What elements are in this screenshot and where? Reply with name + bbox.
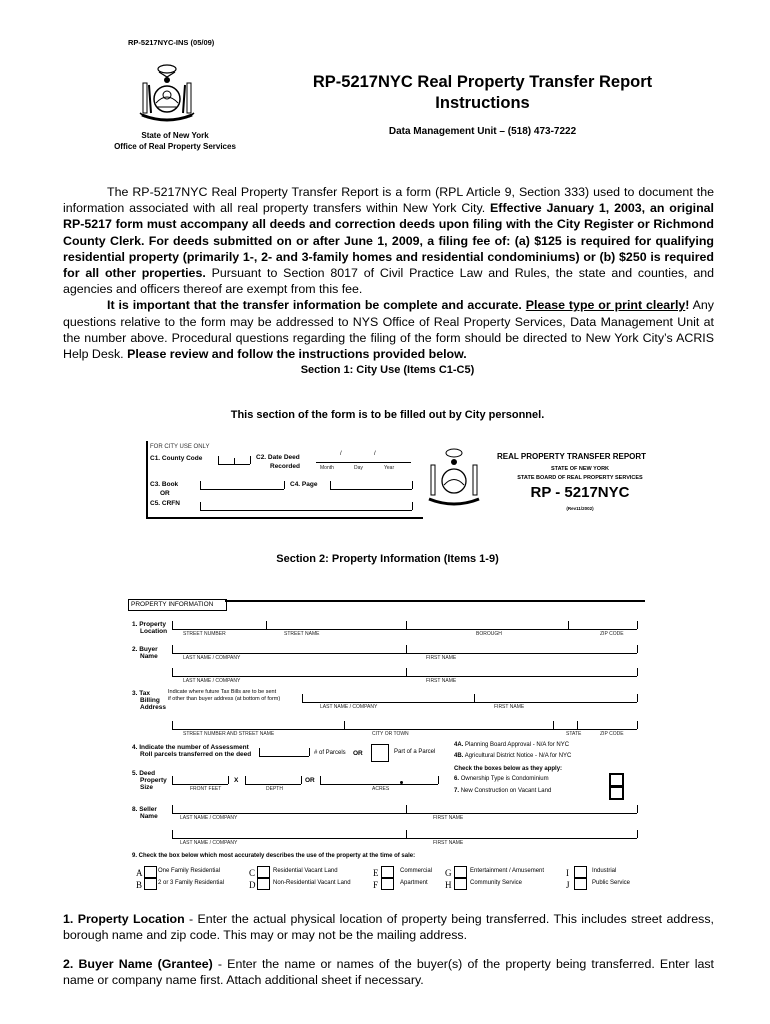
acres-caption: ACRES xyxy=(372,786,390,792)
use-G-checkbox[interactable] xyxy=(454,866,467,878)
c2-label xyxy=(256,454,300,470)
title-line-2: Instructions xyxy=(435,94,530,112)
use-C-code: C xyxy=(249,868,256,878)
c2-date-field[interactable] xyxy=(316,462,411,463)
item9-label: 9. Check the box below which most accurately describes the use of the property at the time of sale: xyxy=(132,853,416,859)
instruction-2-title: 2. Buyer Name (Grantee) xyxy=(63,957,213,971)
item7-text: New Construction on Vacant Land xyxy=(460,788,552,794)
title-line-1: RP-5217NYC Real Property Transfer Report xyxy=(312,73,653,91)
intro-paragraph-2 xyxy=(63,297,714,362)
section1-subheading: This section of the form is to be filled out by City personnel. xyxy=(230,409,545,421)
tax-billing-name-field[interactable] xyxy=(302,702,637,703)
c5-label: C5. CRFN xyxy=(150,500,180,507)
item4B xyxy=(454,753,571,759)
use-A-label: One Family Residential xyxy=(158,868,221,874)
use-J-code: J xyxy=(566,880,570,890)
c4-label: C4. Page xyxy=(290,481,318,488)
contact-info: Data Management Unit – (518) 473-7222 xyxy=(388,126,577,137)
item7-code: 7. xyxy=(454,788,460,794)
instruction-2-text: - Enter the name or names of the buyer(s) of the property being transferred. Enter last name or company name first. Attach additional sheet if necessary. xyxy=(63,957,714,988)
tax-first-caption: FIRST NAME xyxy=(494,704,525,710)
buyer-name-field-1[interactable] xyxy=(172,653,637,654)
item3-line-1: 3. Tax xyxy=(132,690,150,697)
use-D-label: Non-Residential Vacant Land xyxy=(273,880,351,886)
condominium-checkbox[interactable] xyxy=(609,773,624,787)
zip-caption-2: ZIP CODE xyxy=(600,731,624,737)
use-C-label: Residential Vacant Land xyxy=(273,868,338,874)
buyer-name-field-2[interactable] xyxy=(172,676,637,677)
use-E-checkbox[interactable] xyxy=(381,866,394,878)
form-code: RP - 5217NYC xyxy=(530,484,630,501)
intro-p1-c: Pursuant to Section 8017 of Civil Practice Law and Rules, the state and counties, and agencies and officers thereof are exempt from this fee. xyxy=(63,266,714,297)
c3-book-field[interactable] xyxy=(200,489,284,490)
seller-last-caption-1: LAST NAME / COMPANY xyxy=(180,815,238,821)
check-boxes-note: Check the boxes below as they apply: xyxy=(454,766,563,772)
seller-first-caption-2: FIRST NAME xyxy=(433,840,464,846)
or-label: OR xyxy=(160,490,170,497)
agency-name xyxy=(100,130,250,152)
item1-line-1: 1. Property xyxy=(132,621,166,628)
item4-or: OR xyxy=(353,750,363,757)
form-rev: (Rev11/2002) xyxy=(566,506,594,511)
use-C-checkbox[interactable] xyxy=(257,866,270,878)
item5-line-3: Size xyxy=(140,784,154,791)
use-I-checkbox[interactable] xyxy=(574,866,587,878)
item3-note-2: if other than buyer address (at bottom of form) xyxy=(168,696,281,702)
acres-field[interactable] xyxy=(320,784,438,785)
item5-line-2: Property xyxy=(140,777,167,784)
intro-p1-b: Effective January 1, 2003, an original RP-5217 form must accompany all deeds and correction deeds upon filing with the City Register or Richmond County Clerk. For deeds submitted on or after June 1, 2009, a filing fee of: (a) $125 is required for qualifying residential property (primarily 1-, 2- and 3-family homes and residential condominiums) or (b) $250 is required for all other properties. xyxy=(63,201,714,281)
borough-caption: BOROUGH xyxy=(476,631,502,637)
use-A-checkbox[interactable] xyxy=(144,866,157,878)
item5-line-1: 5. Deed xyxy=(132,770,156,777)
item6 xyxy=(454,776,549,782)
c1-label: C1. County Code xyxy=(150,455,203,462)
size-or: OR xyxy=(305,777,315,784)
use-E-code: E xyxy=(373,868,379,878)
zip-caption: ZIP CODE xyxy=(600,631,624,637)
c4-page-field[interactable] xyxy=(330,489,412,490)
intro-p2-b: Please type or print clearly xyxy=(525,298,686,313)
new-construction-checkbox[interactable] xyxy=(609,786,624,800)
item6-code: 6. xyxy=(454,776,460,782)
seller-first-caption-1: FIRST NAME xyxy=(433,815,464,821)
seller-name-field-2[interactable] xyxy=(172,838,637,839)
ny-state-seal xyxy=(137,63,197,127)
document-code: RP-5217NYC-INS (05/09) xyxy=(128,38,215,47)
agency-line-1: State of New York xyxy=(141,131,209,140)
buyer-last-caption-2: LAST NAME / COMPANY xyxy=(183,678,241,684)
intro-p2-e: Please review and follow the instructions provided below. xyxy=(127,347,467,362)
decimal-point xyxy=(400,781,403,784)
section2-heading: Section 2: Property Information (Items 1-9) xyxy=(276,553,499,565)
item4B-code: 4B. xyxy=(454,753,464,759)
item2-label xyxy=(132,646,158,660)
parcels-label: # of Parcels xyxy=(314,750,346,756)
agency-line-2: Office of Real Property Services xyxy=(114,142,236,151)
item4A xyxy=(454,742,569,748)
seller-name-field-1[interactable] xyxy=(172,813,637,814)
c2-line-1: C2. Date Deed xyxy=(256,454,300,461)
month-label: Month xyxy=(320,465,334,471)
part-parcel-label: Part of a Parcel xyxy=(394,749,436,755)
buyer-first-caption-1: FIRST NAME xyxy=(426,655,457,661)
use-B-code: B xyxy=(136,880,143,890)
item3-note xyxy=(168,689,280,703)
use-B-label: 2 or 3 Family Residential xyxy=(158,880,225,886)
intro-p2-a: It is important that the transfer information be complete and accurate. xyxy=(107,298,522,313)
date-slash-2: / xyxy=(374,451,376,457)
item2-line-2: Name xyxy=(140,653,158,660)
year-label: Year xyxy=(384,465,395,471)
use-F-code: F xyxy=(373,880,379,890)
use-H-label: Community Service xyxy=(470,880,523,886)
state-caption: STATE xyxy=(566,731,582,737)
item1-label xyxy=(132,621,167,635)
item3-line-3: Address xyxy=(140,704,167,711)
item4-line-1: 4. Indicate the number of Assessment xyxy=(132,744,249,751)
street-num-name-caption: STREET NUMBER AND STREET NAME xyxy=(183,731,275,737)
form-state: STATE OF NEW YORK xyxy=(550,466,610,472)
instruction-2 xyxy=(63,956,714,988)
form-title: REAL PROPERTY TRANSFER REPORT xyxy=(497,452,647,461)
item6-text: Ownership Type is Condominium xyxy=(460,776,549,782)
property-location-field[interactable] xyxy=(172,629,637,630)
depth-caption: DEPTH xyxy=(266,786,283,792)
use-H-code: H xyxy=(445,880,452,890)
item3-note-1: Indicate where future Tax Bills are to be sent xyxy=(168,689,277,695)
section1-heading: Section 1: City Use (Items C1-C5) xyxy=(300,364,475,376)
use-J-checkbox[interactable] xyxy=(574,878,587,890)
item8-line-1: 8. Seller xyxy=(132,806,157,813)
tax-billing-address-field[interactable] xyxy=(172,729,637,730)
part-of-parcel-checkbox[interactable] xyxy=(371,744,389,762)
street-name-caption: STREET NAME xyxy=(284,631,320,637)
item4B-text: Agricultural District Notice - N/A for NYC xyxy=(464,753,572,759)
intro-text xyxy=(63,184,714,362)
use-D-code: D xyxy=(249,880,256,890)
front-feet-field[interactable] xyxy=(172,784,228,785)
property-info-tab: PROPERTY INFORMATION xyxy=(128,599,227,611)
intro-p2-c: ! xyxy=(685,298,690,313)
item4A-code: 4A. xyxy=(454,742,464,748)
seller-last-caption-2: LAST NAME / COMPANY xyxy=(180,840,238,846)
form-board: STATE BOARD OF REAL PROPERTY SERVICES xyxy=(517,475,643,481)
item2-line-1: 2. Buyer xyxy=(132,646,158,653)
page-title xyxy=(285,72,680,114)
instruction-1 xyxy=(63,911,714,943)
c2-line-2: Recorded xyxy=(270,463,300,470)
use-B-checkbox[interactable] xyxy=(144,878,157,890)
street-number-caption: STREET NUMBER xyxy=(183,631,226,637)
form-seal-icon xyxy=(424,447,484,511)
item3-label xyxy=(132,690,166,711)
city-use-box xyxy=(146,441,423,519)
intro-p2-d: Any questions relative to the form may be addressed to NYS Office of Real Property Services, Data Management Unit at the number above. Procedural questions regarding the filing of the form should be directed to New York City’s ACRIS Help Desk. xyxy=(63,298,714,362)
use-I-code: I xyxy=(566,868,569,878)
day-label: Day xyxy=(354,465,363,471)
use-J-label: Public Service xyxy=(592,880,631,886)
tax-last-caption: LAST NAME / COMPANY xyxy=(320,704,378,710)
use-F-label: Apartment xyxy=(400,880,428,886)
use-G-code: G xyxy=(445,868,452,878)
depth-field[interactable] xyxy=(245,784,301,785)
use-I-label: Industrial xyxy=(592,868,617,874)
use-F-checkbox[interactable] xyxy=(381,878,394,890)
item4A-text: Planning Board Approval - N/A for NYC xyxy=(465,742,570,748)
item7 xyxy=(454,788,551,794)
c5-crfn-field[interactable] xyxy=(200,510,412,511)
c3-label: C3. Book xyxy=(150,481,179,488)
use-G-label: Entertainment / Amusement xyxy=(470,868,545,874)
item4-line-2: Roll parcels transferred on the deed xyxy=(140,751,252,758)
property-info-topline xyxy=(225,600,645,602)
item4-label xyxy=(132,744,251,758)
item3-line-2: Billing xyxy=(140,697,160,704)
item1-line-2: Location xyxy=(140,628,168,635)
item8-label xyxy=(132,806,158,820)
front-feet-caption: FRONT FEET xyxy=(190,786,222,792)
intro-p1-a: The RP-5217NYC Real Property Transfer Report is a form (RPL Article 9, Section 333) used to document the information associated with all real property transfers within New York City. xyxy=(63,185,714,216)
c1-field[interactable] xyxy=(218,464,250,465)
size-x: X xyxy=(234,777,239,784)
city-town-caption: CITY OR TOWN xyxy=(372,731,409,737)
item8-line-2: Name xyxy=(140,813,158,820)
use-E-label: Commercial xyxy=(400,868,433,874)
item5-label xyxy=(132,770,167,791)
date-slash-1: / xyxy=(340,451,342,457)
buyer-last-caption-1: LAST NAME / COMPANY xyxy=(183,655,241,661)
intro-paragraph-1 xyxy=(63,184,714,297)
use-D-checkbox[interactable] xyxy=(257,878,270,890)
parcels-count-field[interactable] xyxy=(259,756,309,757)
instruction-1-title: 1. Property Location xyxy=(63,912,185,926)
instruction-1-text: - Enter the actual physical location of property being transferred. This includes street address, borough name and zip code. This may or may not be the mailing address. xyxy=(63,912,714,943)
use-A-code: A xyxy=(136,868,143,878)
use-H-checkbox[interactable] xyxy=(454,878,467,890)
buyer-first-caption-2: FIRST NAME xyxy=(426,678,457,684)
for-city-use-label: FOR CITY USE ONLY xyxy=(150,444,210,450)
